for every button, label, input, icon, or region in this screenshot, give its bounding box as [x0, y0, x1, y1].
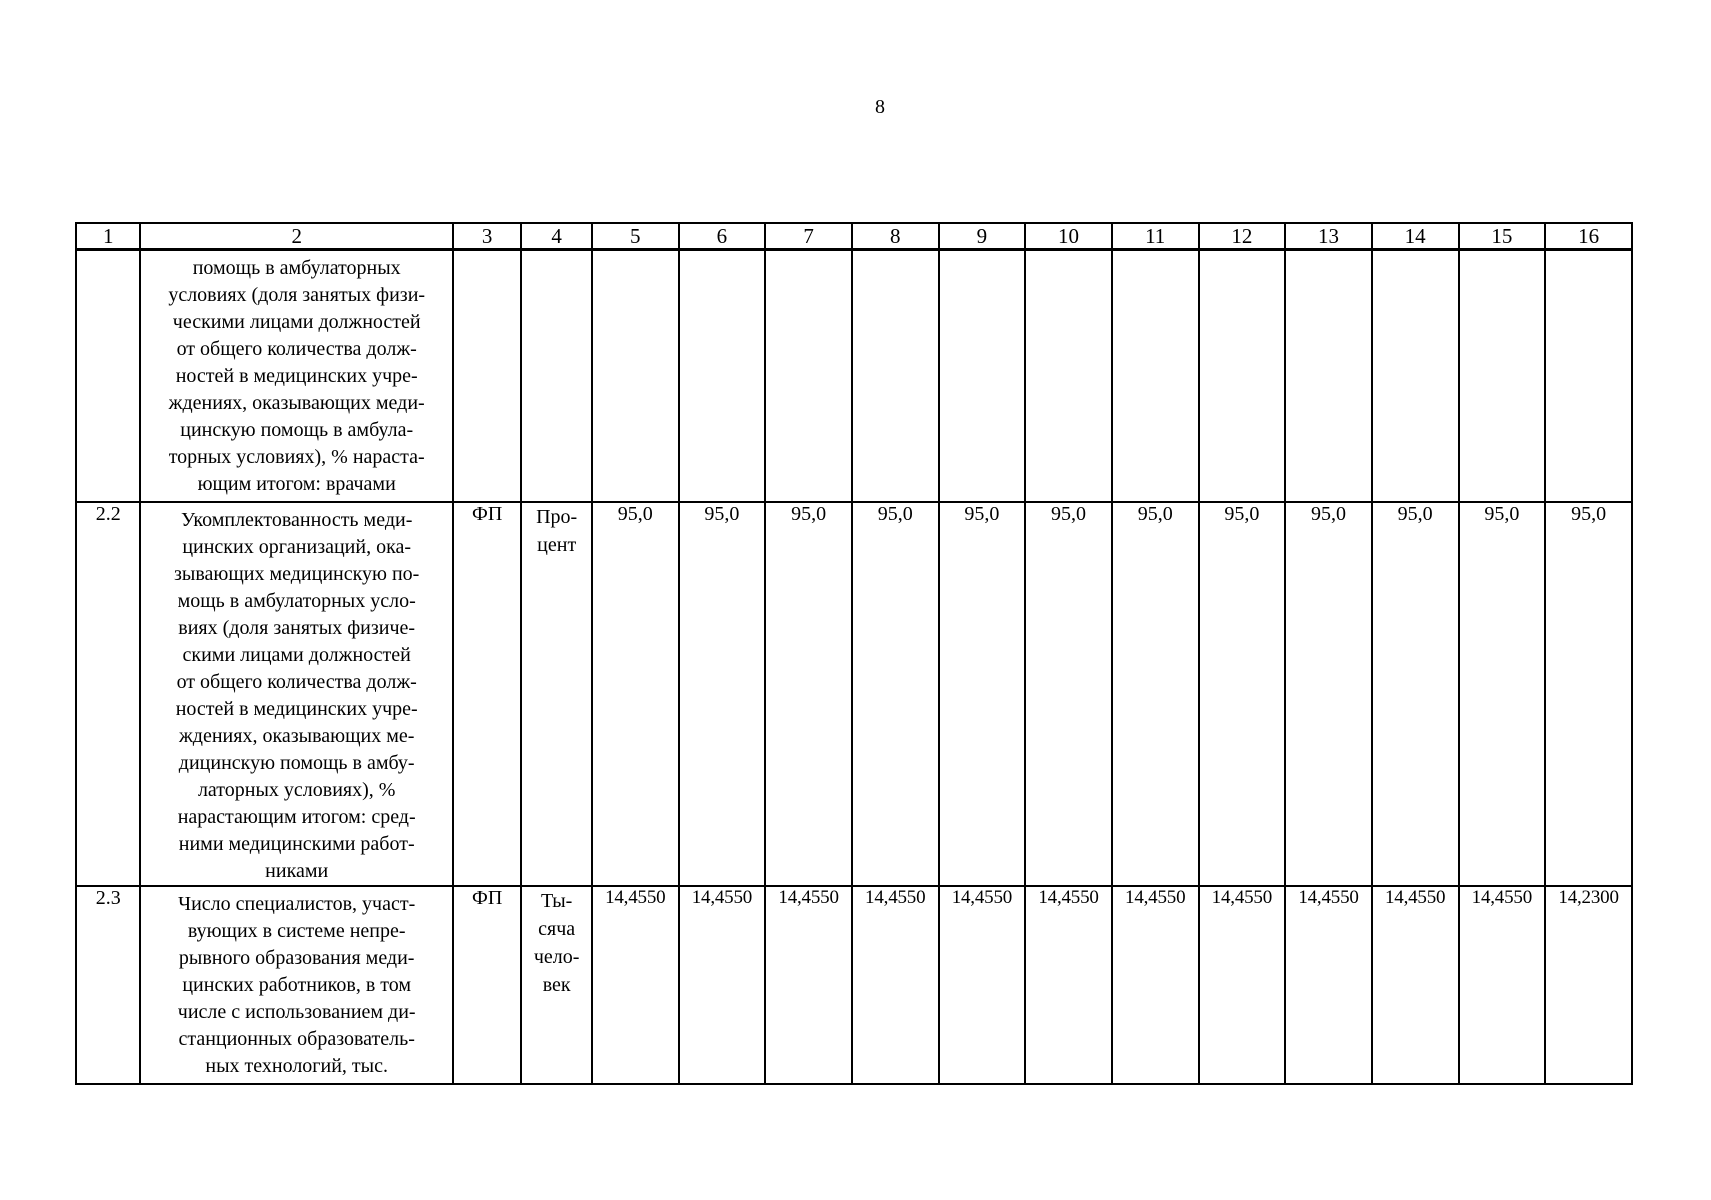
header-cell: 3 [453, 223, 522, 250]
page-number: 8 [875, 96, 885, 118]
source-cell: ФП [453, 886, 522, 1084]
value-cell [1025, 250, 1112, 502]
description-line: вующих в системе непре- [187, 919, 406, 942]
value-cell [1459, 250, 1546, 502]
value-cell: 95,0 [765, 502, 852, 886]
value-cell [592, 250, 679, 502]
header-cell: 16 [1545, 223, 1632, 250]
value-cell [1372, 250, 1459, 502]
description-line: ческими лицами должностей [172, 311, 421, 333]
value-cell: 14,4550 [939, 886, 1026, 1084]
unit-cell [521, 886, 592, 1084]
description-line: никами [265, 859, 329, 882]
value-cell: 14,4550 [679, 886, 766, 1084]
header-cell: 6 [679, 223, 766, 250]
value-cell: 14,4550 [1199, 886, 1286, 1084]
value-cell [1285, 250, 1372, 502]
value-cell [679, 250, 766, 502]
header-cell: 13 [1285, 223, 1372, 250]
source-cell: ФП [453, 502, 522, 886]
description-line: нарастающим итогом: сред- [177, 805, 416, 828]
description-line: торных условиях), % нараста- [168, 446, 425, 468]
unit-line: чело- [533, 945, 580, 968]
description-line: помощь в амбулаторных [192, 257, 401, 279]
unit-line: Ты- [541, 889, 573, 912]
value-cell: 14,4550 [1459, 886, 1546, 1084]
value-cell: 95,0 [1199, 502, 1286, 886]
header-cell: 15 [1459, 223, 1546, 250]
value-cell: 14,4550 [1112, 886, 1199, 1084]
description-line: цинскую помощь в амбула- [180, 419, 414, 441]
value-cell: 14,2300 [1545, 886, 1632, 1084]
unit-line: век [542, 973, 571, 996]
description-line: цинских работников, в том [182, 973, 412, 996]
value-cell: 95,0 [592, 502, 679, 886]
description-line: ностей в медицинских учре- [175, 697, 418, 720]
value-cell: 95,0 [1459, 502, 1546, 886]
description-line: станционных образователь- [178, 1027, 415, 1050]
unit-cell [521, 250, 592, 502]
value-cell: 95,0 [1545, 502, 1632, 886]
header-cell: 12 [1199, 223, 1286, 250]
description-line: числе с использованием ди- [177, 1000, 416, 1023]
description-line: ностей в медицинских учре- [175, 365, 418, 387]
description-line: ждениях, оказывающих меди- [168, 392, 425, 414]
unit-line: сяча [538, 917, 576, 940]
description-line: условиях (доля занятых физи- [168, 284, 426, 306]
description-line: от общего количества долж- [176, 670, 417, 693]
value-cell [852, 250, 939, 502]
description-line: зывающих медицинскую по- [174, 562, 420, 585]
indicators-table [75, 222, 1633, 1085]
source-cell [453, 250, 522, 502]
description-line: Число специалистов, участ- [178, 892, 416, 915]
value-cell [939, 250, 1026, 502]
row-index-cell [76, 250, 140, 502]
description-line: латорных условиях), % [197, 778, 396, 801]
header-cell: 5 [592, 223, 679, 250]
description-line: дицинскую помощь в амбу- [178, 751, 415, 774]
table-header-row [76, 223, 1632, 250]
description-line: Укомплектованность меди- [180, 508, 413, 531]
value-cell [765, 250, 852, 502]
description-line: рывного образования меди- [178, 946, 415, 969]
indicator-description-cell [140, 250, 452, 502]
value-cell: 95,0 [679, 502, 766, 886]
value-cell: 95,0 [1285, 502, 1372, 886]
header-cell: 9 [939, 223, 1026, 250]
description-line: ных технологий, тыс. [205, 1054, 388, 1077]
value-cell: 95,0 [1112, 502, 1199, 886]
header-cell: 10 [1025, 223, 1112, 250]
value-cell: 14,4550 [852, 886, 939, 1084]
value-cell: 95,0 [1025, 502, 1112, 886]
value-cell: 14,4550 [1372, 886, 1459, 1084]
value-cell: 14,4550 [1025, 886, 1112, 1084]
row-index-cell: 2.3 [76, 886, 140, 1084]
header-cell: 8 [852, 223, 939, 250]
table-row [76, 250, 1632, 502]
value-cell: 14,4550 [592, 886, 679, 1084]
table-row [76, 886, 1632, 1084]
description-line: ними медицинскими работ- [178, 832, 415, 855]
value-cell: 14,4550 [765, 886, 852, 1084]
description-line: мощь в амбулаторных усло- [177, 589, 416, 612]
indicator-description-cell [140, 502, 452, 886]
description-line: ющим итогом: врачами [197, 473, 396, 495]
unit-line: цент [537, 533, 577, 556]
description-line: скими лицами должностей [182, 643, 411, 666]
value-cell: 95,0 [939, 502, 1026, 886]
unit-line: Про- [536, 505, 578, 528]
header-cell: 2 [140, 223, 452, 250]
value-cell: 95,0 [852, 502, 939, 886]
description-line: от общего количества долж- [176, 338, 417, 360]
value-cell: 14,4550 [1285, 886, 1372, 1084]
value-cell [1545, 250, 1632, 502]
value-cell [1112, 250, 1199, 502]
row-index-cell: 2.2 [76, 502, 140, 886]
table-row [76, 502, 1632, 886]
header-cell: 14 [1372, 223, 1459, 250]
value-cell [1199, 250, 1286, 502]
header-cell: 7 [765, 223, 852, 250]
unit-cell [521, 502, 592, 886]
description-line: виях (доля занятых физиче- [178, 616, 416, 639]
header-cell: 11 [1112, 223, 1199, 250]
value-cell: 95,0 [1372, 502, 1459, 886]
header-cell: 4 [521, 223, 592, 250]
indicator-description-cell [140, 886, 452, 1084]
header-cell: 1 [76, 223, 140, 250]
description-line: ждениях, оказывающих ме- [178, 724, 415, 747]
description-line: цинских организаций, ока- [182, 535, 412, 558]
